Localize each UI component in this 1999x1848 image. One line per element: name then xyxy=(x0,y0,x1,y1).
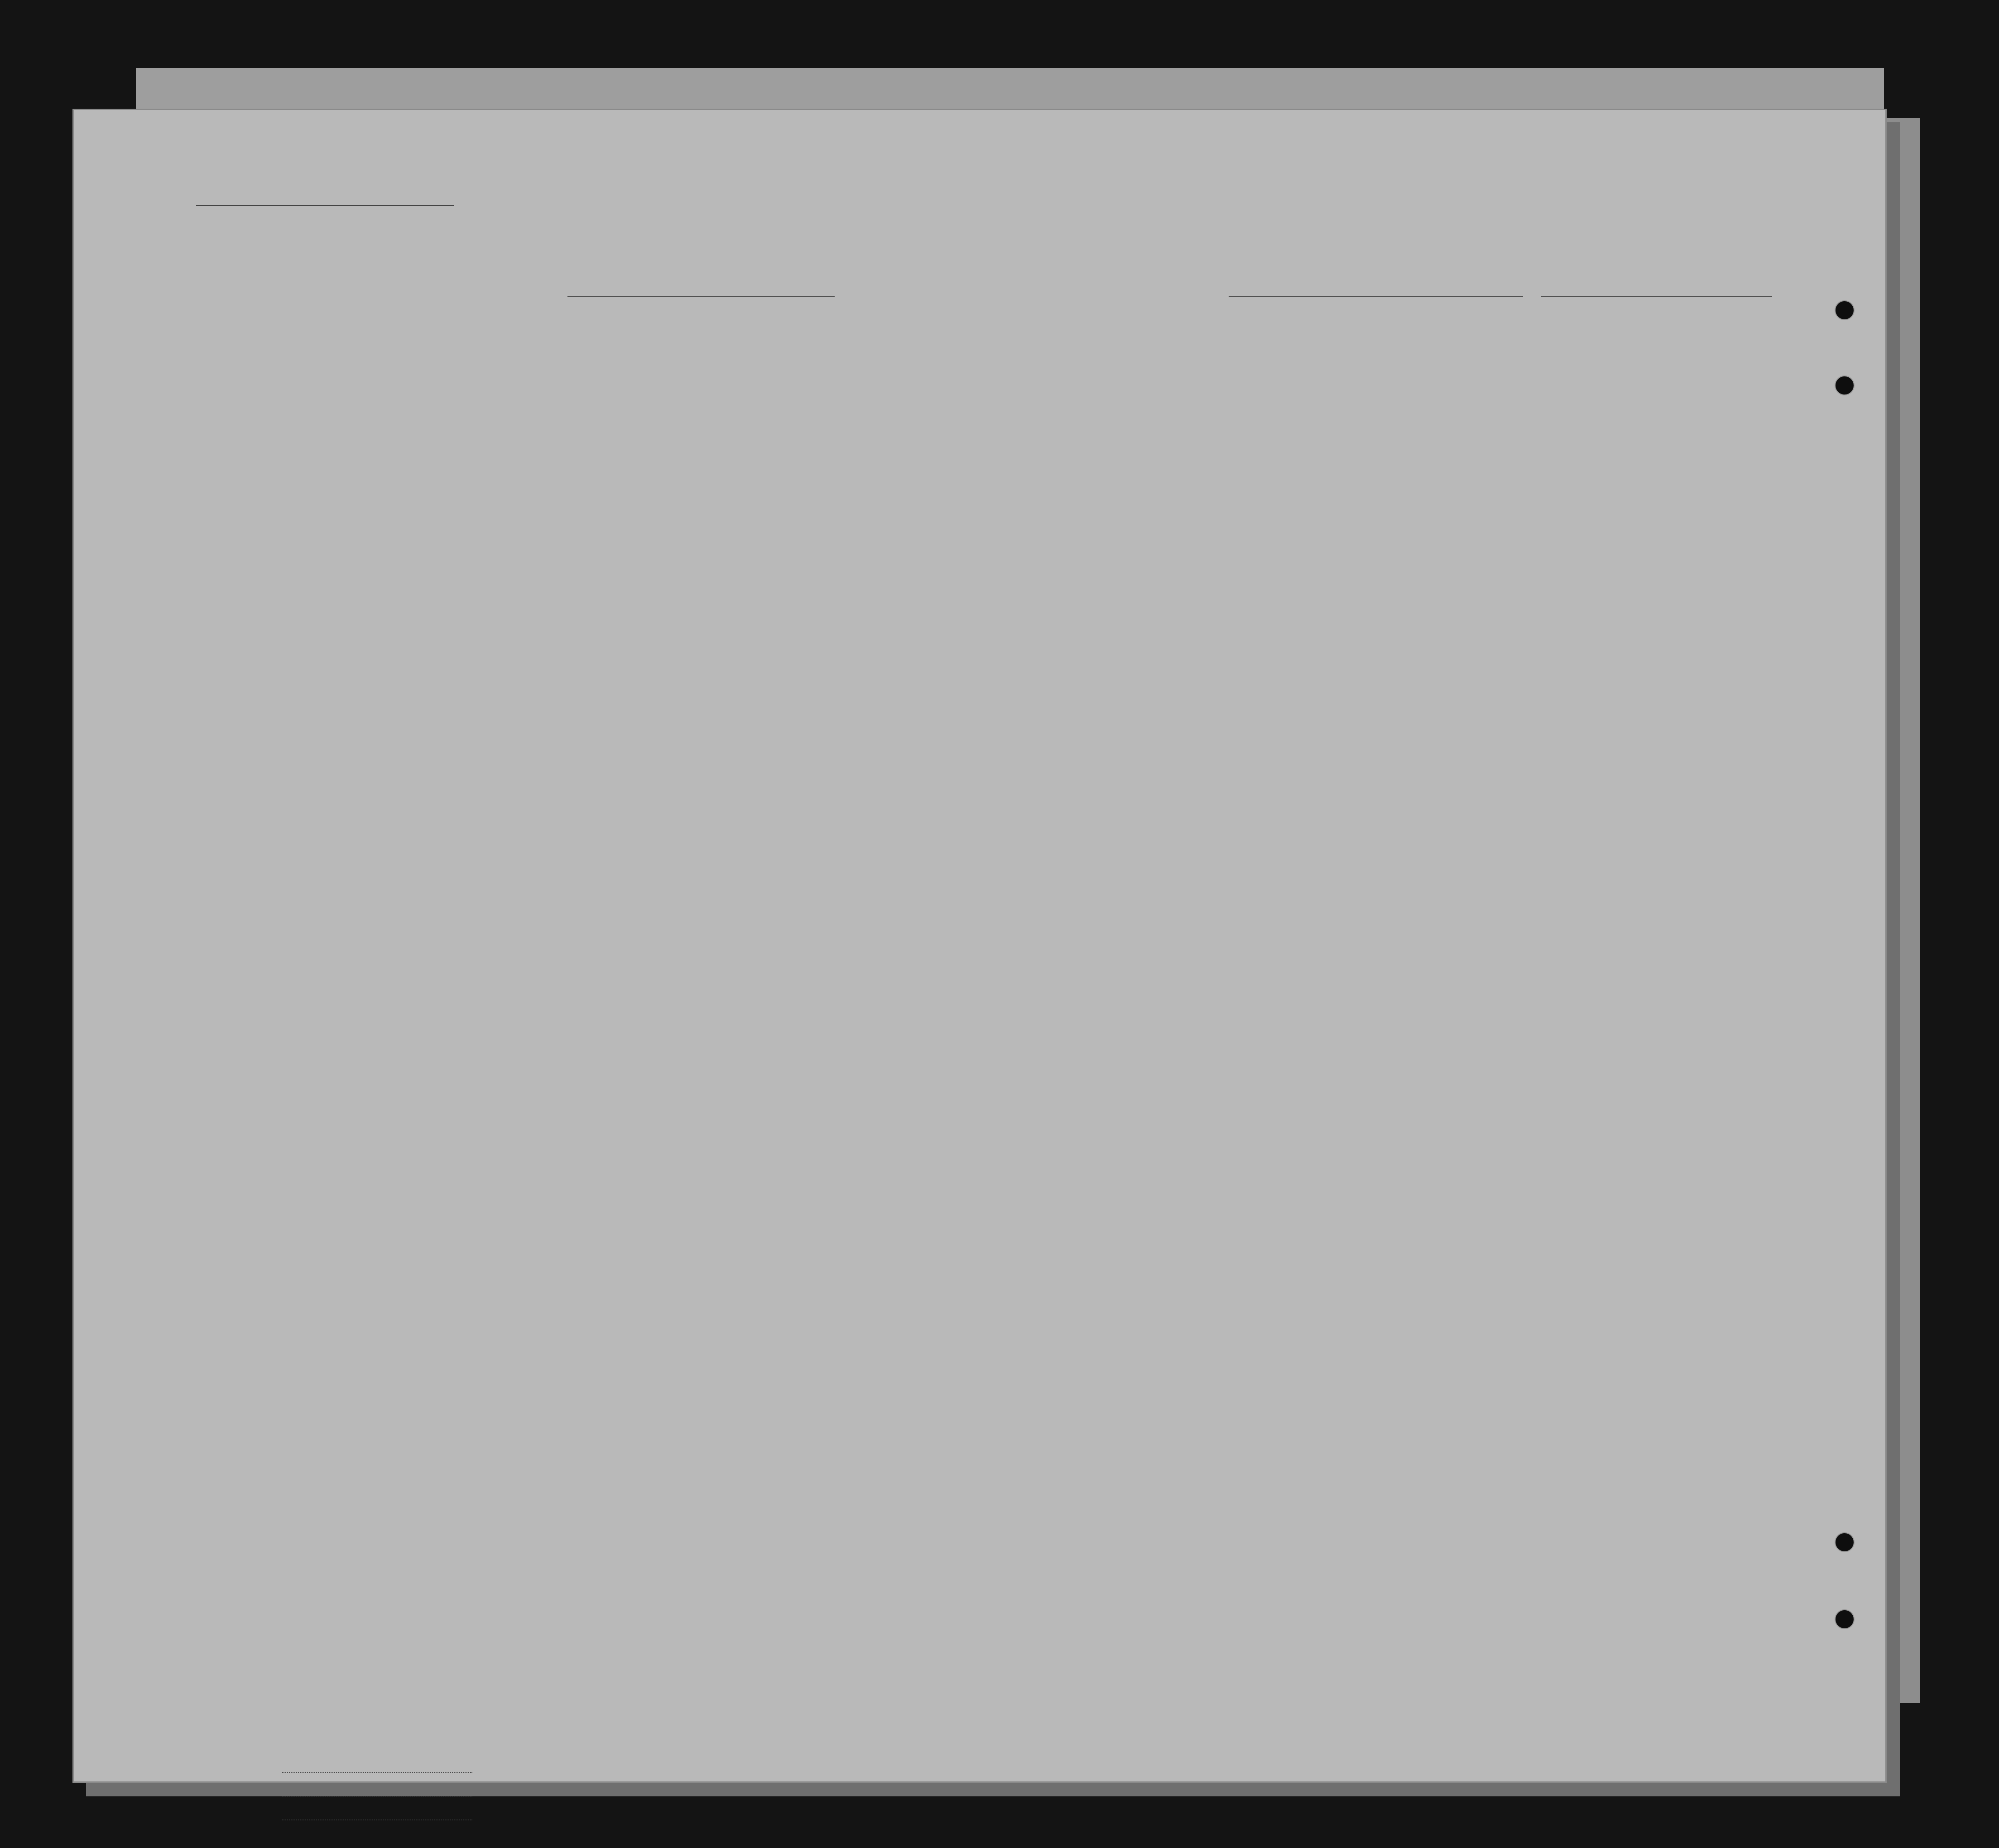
aliens xyxy=(273,1806,472,1829)
list-underline xyxy=(196,205,454,206)
binder-hole xyxy=(1835,375,1855,395)
binder-hole xyxy=(1835,300,1855,320)
binder-hole xyxy=(1835,1532,1855,1552)
binder-hole xyxy=(1835,1609,1855,1629)
voyage-row xyxy=(509,269,1876,300)
total-passengers xyxy=(273,1759,472,1782)
us-citizens xyxy=(273,1782,472,1806)
manifest-sheet xyxy=(72,109,1887,1783)
footer-totals xyxy=(273,1759,472,1829)
underlying-sheet-edge xyxy=(1884,118,1920,1703)
